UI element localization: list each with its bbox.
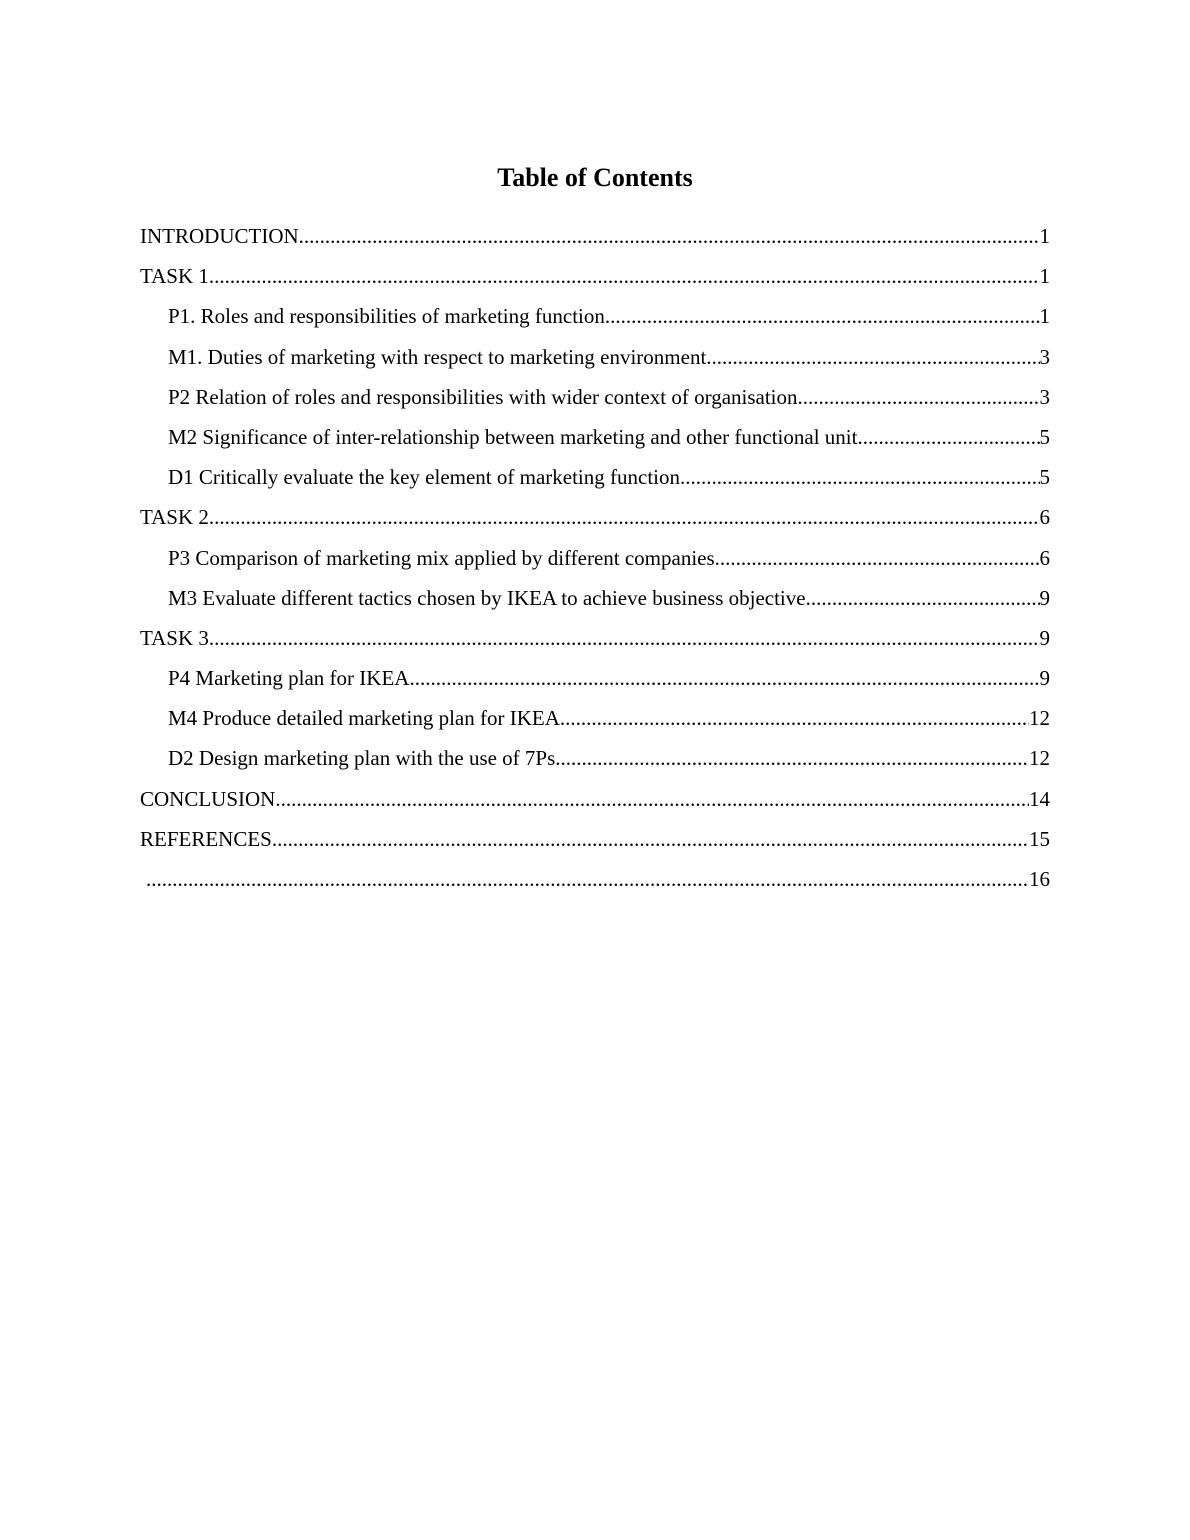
toc-entry-p1[interactable]: [140, 296, 1050, 336]
toc-entry-page: 6: [1039, 505, 1050, 530]
toc-entry-page: 12: [1029, 746, 1050, 771]
toc-entry-page: 1: [1039, 304, 1050, 329]
toc-entry-m3[interactable]: [140, 578, 1050, 618]
toc-dot-leader: [715, 538, 1040, 578]
toc-entry-page: 1: [1039, 264, 1050, 289]
toc-entry-p3[interactable]: [140, 538, 1050, 578]
toc-entry-page: 9: [1039, 666, 1050, 691]
toc-dot-leader: [560, 698, 1029, 738]
toc-entry-task-1[interactable]: [140, 256, 1050, 296]
toc-entry-label: D1 Critically evaluate the key element of marketing function: [168, 465, 680, 490]
toc-entry-page: 16: [1029, 867, 1050, 891]
toc-title: Table of Contents: [497, 163, 693, 192]
toc-dot-leader: [299, 216, 1040, 256]
toc-entry-page: 5: [1039, 424, 1050, 449]
toc-dot-leader: [209, 256, 1040, 296]
toc-entry-label: TASK 2: [140, 505, 209, 530]
toc-dot-leader: [857, 417, 1039, 457]
toc-dot-leader: [680, 457, 1040, 497]
toc-entry-label: D2 Design marketing plan with the use of 7Ps: [168, 746, 556, 771]
toc-entry-page: 9: [1039, 585, 1050, 610]
toc-entry-m1[interactable]: [140, 337, 1050, 377]
toc-entry-label: P1. Roles and responsibilities of marketing function: [168, 304, 605, 329]
toc-entry-page: 3: [1039, 344, 1050, 369]
toc-entry-label: P3 Comparison of marketing mix applied by different companies: [168, 545, 715, 570]
toc-entry-label: M3 Evaluate different tactics chosen by IKEA to achieve business objective: [168, 585, 806, 610]
toc-entry-label: P4 Marketing plan for IKEA: [168, 666, 410, 691]
toc-entry-label: M2 Significance of inter-relationship between marketing and other functional unit: [168, 424, 858, 449]
toc-entry-page: 15: [1029, 826, 1050, 851]
toc-entry-page: 1: [1039, 224, 1050, 248]
toc-entry-label: INTRODUCTION: [140, 224, 299, 248]
toc-entry-label: TASK 1: [140, 264, 209, 289]
toc-entry-introduction[interactable]: [140, 216, 1050, 256]
toc-dot-leader: [806, 578, 1040, 618]
toc-entry-label: M1. Duties of marketing with respect to marketing environment: [168, 344, 707, 369]
toc-dot-leader: [798, 377, 1040, 417]
toc-entry-label: REFERENCES: [140, 826, 272, 851]
toc-dot-leader: [209, 497, 1040, 537]
toc-entry-page: 5: [1039, 465, 1050, 490]
toc-entry-m4[interactable]: [140, 698, 1050, 738]
toc-entry-page: 14: [1029, 786, 1050, 811]
toc-dot-leader: [605, 296, 1040, 336]
toc-list: [140, 216, 1050, 899]
toc-entry-task-3[interactable]: [140, 618, 1050, 658]
toc-entry-p2[interactable]: [140, 377, 1050, 417]
toc-entry-page: 9: [1039, 625, 1050, 650]
toc-entry-label: TASK 3: [140, 625, 209, 650]
toc-entry-untitled[interactable]: [140, 859, 1050, 899]
toc-entry-p4[interactable]: [140, 658, 1050, 698]
toc-entry-m2[interactable]: [140, 417, 1050, 457]
toc-entry-conclusion[interactable]: [140, 779, 1050, 819]
toc-entry-page: 12: [1029, 706, 1050, 731]
toc-dot-leader: [272, 819, 1029, 859]
toc-dot-leader: [146, 859, 1029, 899]
toc-entry-label: CONCLUSION: [140, 786, 276, 811]
toc-entry-d2[interactable]: [140, 738, 1050, 778]
toc-entry-task-2[interactable]: [140, 497, 1050, 537]
toc-dot-leader: [409, 658, 1039, 698]
toc-entry-page: 3: [1039, 384, 1050, 409]
toc-entry-label: M4 Produce detailed marketing plan for IKEA: [168, 706, 560, 731]
toc-entry-d1[interactable]: [140, 457, 1050, 497]
toc-entry-page: 6: [1039, 545, 1050, 570]
toc-entry-label: P2 Relation of roles and responsibilities with wider context of organisation: [168, 384, 798, 409]
toc-dot-leader: [275, 779, 1029, 819]
toc-dot-leader: [555, 738, 1029, 778]
toc-dot-leader: [209, 618, 1040, 658]
toc-entry-references[interactable]: [140, 819, 1050, 859]
toc-dot-leader: [706, 337, 1039, 377]
